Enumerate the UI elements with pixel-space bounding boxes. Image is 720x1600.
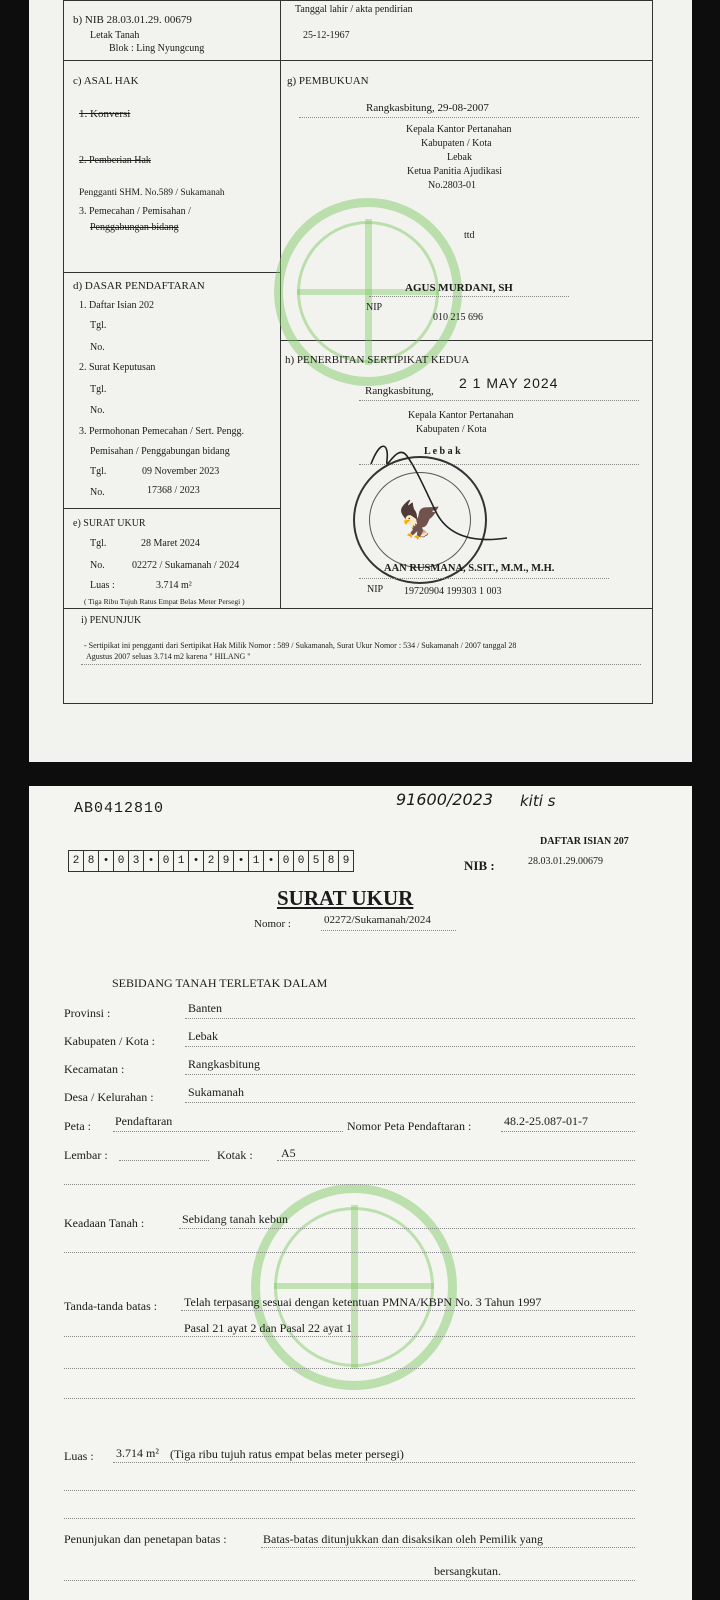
pembukuan-kabupaten: Kabupaten / Kota: [421, 138, 492, 149]
nomor-peta-label: Nomor Peta Pendaftaran :: [347, 1119, 472, 1133]
dotted-line: [181, 1310, 635, 1311]
handwritten-number: 91600/2023: [396, 790, 494, 809]
kotak-label: Kotak :: [217, 1148, 253, 1162]
kecamatan-label: Kecamatan :: [64, 1062, 125, 1076]
kecamatan-value: Rangkasbitung: [188, 1057, 260, 1071]
dotted-line: [501, 1131, 635, 1132]
dotted-line: [64, 1518, 635, 1519]
dotted-line: [185, 1074, 635, 1075]
dasar-surat-keputusan: 2. Surat Keputusan: [79, 362, 156, 373]
penerbitan-date-stamp: 2 1 MAY 2024: [459, 375, 559, 391]
penunjukan-value-1: Batas-batas ditunjukkan dan disaksikan oleh Pemilik yang: [263, 1532, 543, 1546]
surat-ukur-no-label: No.: [90, 560, 105, 571]
dotted-line: [81, 664, 641, 665]
asal-hak-pemecahan: 3. Pemecahan / Pemisahan /: [79, 206, 191, 217]
nib-box-cell: 2: [69, 851, 84, 871]
nib-box-cell: 3: [129, 851, 144, 871]
section-d-title: d) DASAR PENDAFTARAN: [73, 280, 205, 292]
surat-ukur-luas-value: 3.714 m²: [156, 580, 192, 591]
nib-box-cell: •: [144, 851, 159, 871]
row-divider: [63, 608, 653, 609]
dasar-daftar-isian: 1. Daftar Isian 202: [79, 300, 154, 311]
dotted-line: [185, 1046, 635, 1047]
dotted-line: [185, 1018, 635, 1019]
row-divider: [63, 60, 653, 61]
dotted-line: [299, 117, 639, 118]
pembukuan-ketua: Ketua Panitia Ajudikasi: [407, 166, 502, 177]
penerbitan-lebak: L e b a k: [424, 446, 461, 457]
nomor-value: 02272/Sukamanah/2024: [324, 914, 431, 926]
dotted-line: [277, 1160, 635, 1161]
surat-ukur-no-value: 02272 / Sukamanah / 2024: [132, 560, 240, 571]
dasar-permohonan: 3. Permohonan Pemecahan / Sert. Pengg.: [79, 426, 244, 437]
asal-hak-konversi: 1. Konversi: [79, 108, 131, 120]
nib-line: b) NIB 28.03.01.29. 00679: [73, 14, 192, 26]
nib-box-cell: 0: [279, 851, 294, 871]
certificate-page: [29, 0, 692, 762]
dotted-line: [113, 1462, 635, 1463]
dotted-line: [64, 1490, 635, 1491]
section-i-title: i) PENUNJUK: [81, 615, 142, 626]
section-e-title: e) SURAT UKUR: [73, 518, 146, 529]
nib-box-cell: 1: [249, 851, 264, 871]
pembukuan-no: No.2803-01: [428, 180, 477, 191]
nib-box-cell: •: [234, 851, 249, 871]
surat-ukur-tgl-label: Tgl.: [90, 538, 107, 549]
pembukuan-lebak: Lebak: [447, 152, 472, 163]
serial-number: AB0412810: [74, 800, 165, 817]
dasar-3-no-label: No.: [90, 487, 105, 498]
kabupaten-label: Kabupaten / Kota :: [64, 1034, 155, 1048]
penerbitan-kepala: Kepala Kantor Pertanahan: [408, 410, 514, 421]
nib-box-cell: 0: [114, 851, 129, 871]
kotak-value: A5: [281, 1146, 296, 1160]
penerbitan-nip-value: 19720904 199303 1 003: [404, 586, 502, 597]
tanggal-lahir-value: 25-12-1967: [303, 30, 350, 41]
nomor-peta-value: 48.2-25.087-01-7: [504, 1114, 588, 1128]
dotted-line: [185, 1102, 635, 1103]
peta-value: Pendaftaran: [115, 1114, 173, 1128]
letak-tanah-label: Letak Tanah: [90, 30, 140, 41]
penunjuk-text-line1: - Sertipikat ini pengganti dari Sertipikat Hak Milik Nomor : 589 / Sukamanah, Surat Ukur Nomor : 534 / Sukamanah / 2007 tanggal 28: [84, 641, 517, 650]
nib-boxes: [68, 850, 354, 872]
pembukuan-ttd: ttd: [464, 230, 475, 241]
penunjukan-label: Penunjukan dan penetapan batas :: [64, 1532, 227, 1546]
row-divider: [63, 272, 281, 273]
desa-label: Desa / Kelurahan :: [64, 1090, 154, 1104]
garuda-emblem-icon: 🦅: [397, 500, 443, 540]
dotted-line: [359, 400, 639, 401]
dotted-line: [359, 578, 609, 579]
dasar-3-tgl-label: Tgl.: [90, 466, 107, 477]
kabupaten-value: Lebak: [188, 1029, 218, 1043]
nib-value: 28.03.01.29.00679: [528, 856, 603, 867]
pembukuan-nip-label: NIP: [366, 302, 383, 313]
dotted-line: [321, 930, 456, 931]
penerbitan-signer: AAN RUSMANA, S.SIT., M.M., M.H.: [384, 563, 555, 574]
nib-box-cell: 1: [174, 851, 189, 871]
surat-ukur-terbilang: ( Tiga Ribu Tujuh Ratus Empat Belas Meter Persegi ): [84, 597, 245, 606]
penerbitan-kabupaten: Kabupaten / Kota: [416, 424, 487, 435]
provinsi-label: Provinsi :: [64, 1006, 111, 1020]
penerbitan-nip-label: NIP: [367, 584, 384, 595]
nib-box-cell: 5: [309, 851, 324, 871]
tanggal-lahir-label: Tanggal lahir / akta pendirian: [295, 4, 413, 15]
keadaan-tanah-label: Keadaan Tanah :: [64, 1216, 145, 1230]
blok-label: Blok : Ling Nyungcung: [109, 43, 205, 54]
nib-box-cell: 8: [324, 851, 339, 871]
section-c-title: c) ASAL HAK: [73, 75, 139, 87]
lembar-label: Lembar :: [64, 1148, 108, 1162]
pembukuan-nip-value: 010 215 696: [433, 312, 483, 323]
dotted-line: [64, 1398, 635, 1399]
dasar-2-no: No.: [90, 405, 105, 416]
nomor-label: Nomor :: [254, 918, 291, 930]
dotted-line: [119, 1160, 209, 1161]
dotted-line: [64, 1336, 635, 1337]
keadaan-tanah-value: Sebidang tanah kebun: [182, 1212, 288, 1226]
nib-box-cell: 0: [294, 851, 309, 871]
section-g-title: g) PEMBUKUAN: [287, 75, 369, 87]
dotted-line: [369, 296, 569, 297]
asal-hak-pemberian: 2. Pemberian Hak: [79, 155, 151, 166]
tanda-batas-label: Tanda-tanda batas :: [64, 1299, 158, 1313]
dotted-line: [179, 1228, 635, 1229]
penunjukan-value-2: bersangkutan.: [434, 1564, 501, 1578]
dasar-2-tgl: Tgl.: [90, 384, 107, 395]
dasar-1-tgl: Tgl.: [90, 320, 107, 331]
signature-scribble: [367, 434, 527, 554]
section-h-title: h) PENERBITAN SERTIPIKAT KEDUA: [285, 354, 470, 366]
surat-ukur-luas-label: Luas :: [90, 580, 115, 591]
row-divider: [63, 508, 281, 509]
dotted-line: [64, 1184, 635, 1185]
dotted-line: [64, 1580, 635, 1581]
document-title: SURAT UKUR: [277, 886, 414, 910]
nib-box-cell: 0: [159, 851, 174, 871]
handwritten-name: kiti s: [520, 792, 556, 810]
nib-box-cell: 9: [342, 855, 350, 867]
dasar-pemisahan: Pemisahan / Penggabungan bidang: [90, 446, 230, 457]
sebidang-heading: SEBIDANG TANAH TERLETAK DALAM: [112, 976, 328, 990]
desa-value: Sukamanah: [188, 1085, 244, 1099]
luas-terbilang: (Tiga ribu tujuh ratus empat belas meter persegi): [170, 1447, 404, 1461]
nib-box-cell: 8: [84, 851, 99, 871]
dotted-line: [64, 1368, 635, 1369]
dotted-line: [113, 1131, 343, 1132]
dasar-3-tgl-value: 09 November 2023: [142, 466, 220, 477]
nib-box-cell: 2: [204, 851, 219, 871]
dotted-line: [261, 1547, 635, 1548]
luas-label: Luas :: [64, 1449, 94, 1463]
surat-ukur-page: [29, 786, 692, 1600]
dasar-3-no-value: 17368 / 2023: [147, 485, 200, 496]
tanda-batas-value-1: Telah terpasang sesuai dengan ketentuan PMNA/KBPN No. 3 Tahun 1997: [184, 1295, 542, 1309]
luas-value: 3.714 m²: [116, 1446, 159, 1460]
asal-hak-penggabungan: Penggabungan bidang: [90, 222, 179, 233]
pembukuan-kepala: Kepala Kantor Pertanahan: [406, 124, 512, 135]
nib-box-cell: •: [189, 851, 204, 871]
pembukuan-signer: AGUS MURDANI, SH: [405, 282, 513, 294]
dasar-1-no: No.: [90, 342, 105, 353]
surat-ukur-tgl-value: 28 Maret 2024: [141, 538, 200, 549]
nib-label: NIB :: [464, 858, 495, 873]
dotted-line: [64, 1252, 635, 1253]
penunjuk-text-line2: Agustus 2007 seluas 3.714 m2 karena " HILANG ": [86, 652, 251, 661]
peta-label: Peta :: [64, 1119, 91, 1133]
pembukuan-place-date: Rangkasbitung, 29-08-2007: [366, 102, 489, 114]
penerbitan-place: Rangkasbitung,: [365, 385, 434, 397]
nib-box-cell: 9: [219, 851, 234, 871]
nib-box-cell: •: [99, 851, 114, 871]
provinsi-value: Banten: [188, 1001, 222, 1015]
tanda-batas-value-2: Pasal 21 ayat 2 dan Pasal 22 ayat 1: [184, 1321, 352, 1335]
nib-box-cell: •: [264, 851, 279, 871]
asal-hak-pengganti: Pengganti SHM. No.589 / Sukamanah: [79, 188, 225, 198]
daftar-isian-label: DAFTAR ISIAN 207: [540, 836, 629, 847]
